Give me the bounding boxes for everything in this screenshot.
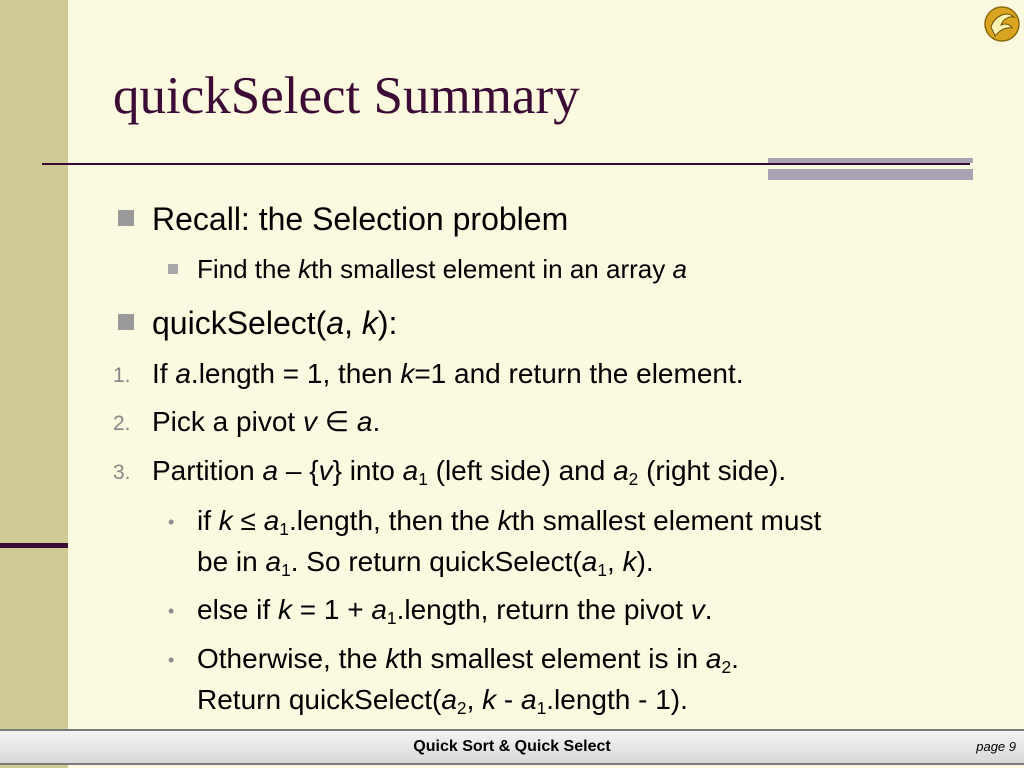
- sub-bullet-dot-icon: •: [168, 601, 175, 621]
- sub-bullet-find-kth: Find the kth smallest element in an array a: [197, 254, 687, 284]
- gold-pegasus-logo-icon: [983, 3, 1021, 43]
- sub-step-if-line1: if $k \le a_1.length$, then the kth smallest element must: [197, 505, 822, 539]
- step-number: 1.: [113, 364, 131, 387]
- sub-step-otherwise-line1: Otherwise, the kth smallest element is in $a_2$.: [197, 643, 739, 677]
- page-number: page 9: [976, 739, 1016, 754]
- left-decorative-band: [0, 0, 68, 768]
- bullet-recall: Recall: the Selection problem: [152, 201, 569, 237]
- title-accent-bar-bottom: [768, 169, 973, 180]
- sub-bullet-square-icon: [168, 264, 178, 274]
- footer-title: Quick Sort & Quick Select: [413, 738, 611, 755]
- step-number: 3.: [113, 461, 131, 484]
- sub-step-else-if: else if $k = 1 + a_1.length$, return the pivot v.: [197, 594, 713, 628]
- bullet-quickselect-signature: quickSelect(a, k):: [152, 305, 398, 341]
- sub-bullet-dot-icon: •: [168, 512, 175, 532]
- step-2-text: Pick a pivot v ∈ a.: [152, 406, 381, 437]
- sub-bullet-dot-icon: •: [168, 650, 175, 670]
- sub-step-if-line2: be in $a_1$. So return $quickSelect(a_1$, k).: [197, 546, 654, 580]
- bullet-square-icon: [118, 210, 134, 226]
- sub-step-otherwise-line2: Return $quickSelect(a_2$, k - $a_1.length - 1$).: [197, 684, 688, 718]
- title-accent-bar-top: [768, 158, 973, 163]
- step-1-text: If a.length = 1, then k=1 and return the element.: [152, 358, 744, 389]
- bullet-square-icon: [118, 314, 134, 330]
- slide-title: quickSelect Summary: [113, 67, 580, 125]
- left-accent-bar: [0, 543, 68, 548]
- step-3-text: Partition a – {v} into $a_1$ (left side) and $a_2$ (right side).: [152, 455, 787, 489]
- step-number: 2.: [113, 412, 131, 435]
- title-divider: [42, 163, 970, 165]
